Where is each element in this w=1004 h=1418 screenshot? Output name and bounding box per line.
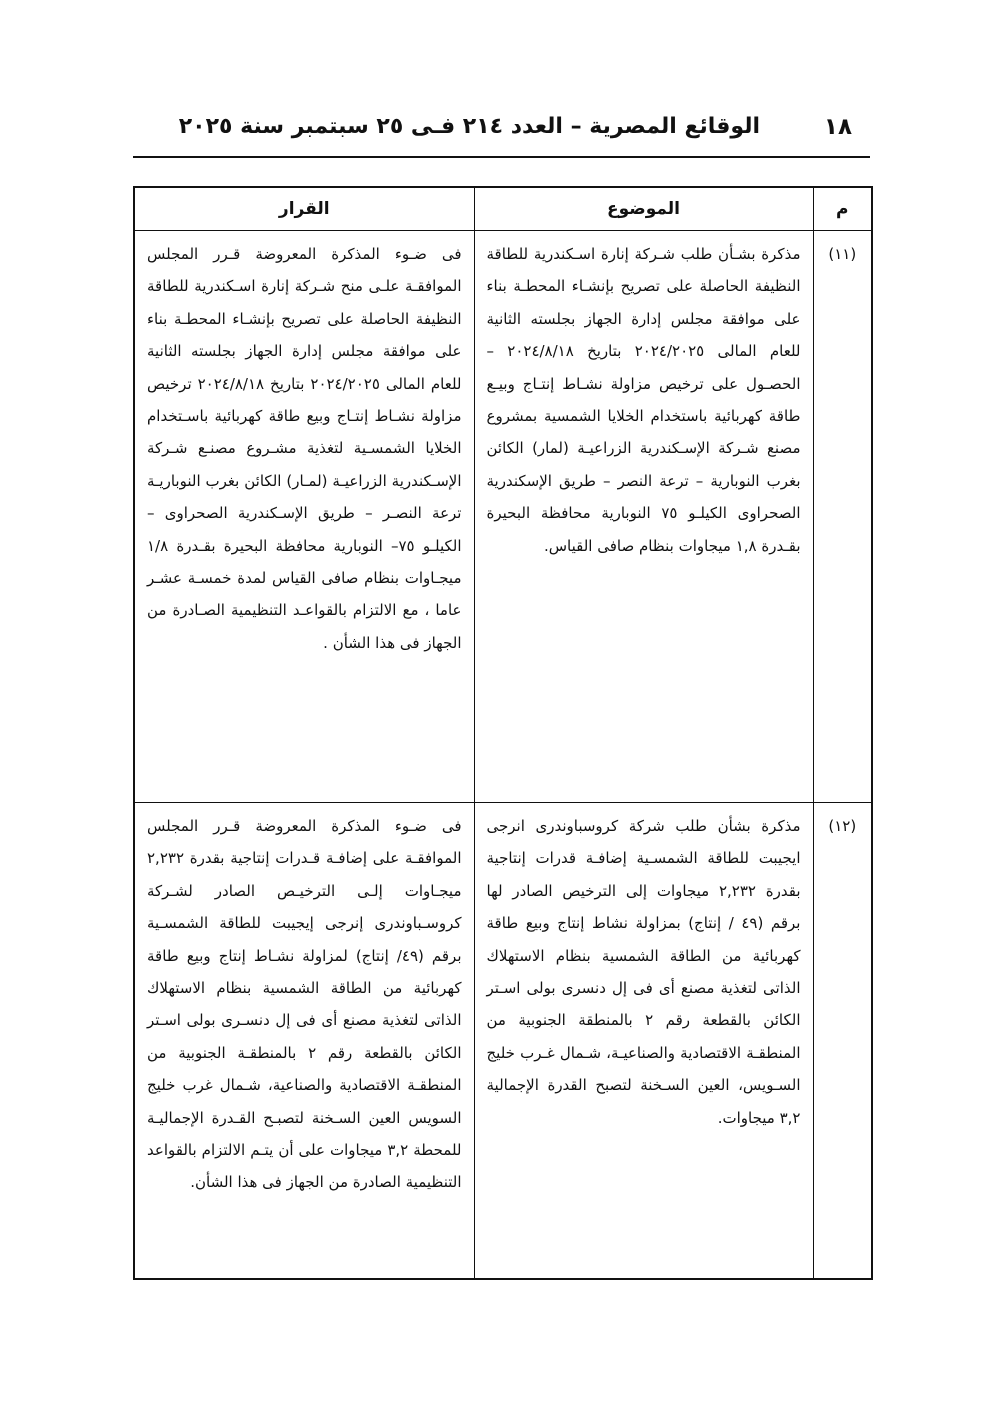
running-title: الوقائع المصرية – العدد ٢١٤ فـى ٢٥ سبتمبر سنة ٢٠٢٥	[178, 114, 760, 139]
row-number: (١١)	[813, 231, 872, 803]
table-row	[134, 803, 872, 1280]
row-decision: فى ضـوء المذكرة المعروضة قـرر المجلس الموافقـة علـى منح شـركة إنارة اسـكندرية للطاقة النظيفة الحاصلة على تصريح بإنشـاء المحطـة بناء على موافقة مجلس إدارة الجهاز بجلسته الثانية للعام المالى ٢٠٢٤/٢٠٢٥ بتاريخ ٢٠٢٤/٨/١٨ ترخيص مزاولة نشـاط إنتـاج وبيع طاقة كهربائية باسـتخدام الخلايا الشمسـية لتغذية مشـروع مصنـع شـركة الإسـكندرية الزراعيـة (لمـار) الكائن بغرب النوباريـة ترعة النصـر – طريق الإسـكندرية الصحراوى – الكيلـو ٧٥– النوبارية محافظة البحيرة بقـدرة ١/٨ ميجـاوات بنظام صافى القياس لمدة خمسـة عشـر عاما ، مع الالتزام بالقواعـد التنظيمية الصـادرة من الجهاز فى هذا الشأن .	[134, 231, 474, 803]
column-header-decision: القرار	[134, 187, 474, 231]
column-header-number: م	[813, 187, 872, 231]
column-header-subject: الموضوع	[474, 187, 813, 231]
page-header	[133, 112, 870, 158]
row-decision: فى ضـوء المذكرة المعروضة قـرر المجلس الموافقـة على إضافـة قـدرات إنتاجية بقدرة ٢,٢٣٢ ميجـاوات إلـى الترخيـص الصادر لشـركة كروسـباوندرى إنرجى إيجيبت للطاقة الشمسـية برقم (٤٩/ إنتاج) لمزاولة نشـاط إنتاج وبيع طاقة كهربائية من الطاقة الشمسية بنظام الاستهلاك الذاتى لتغذية مصنع أى فى إل دنسـرى بولى اسـتر الكائن بالقطعة رقم ٢ بالمنطقـة الجنوبية من المنطقـة الاقتصادية والصناعية، شـمال غرب خليج السويس العين السـخنة لتصبـح القـدرة الإجماليـة للمحطة ٣,٢ ميجاوات على أن يتـم الالتزام بالقواعد التنظيمية الصادرة من الجهاز فى هذا الشأن.	[134, 803, 474, 1280]
table-row	[134, 231, 872, 803]
row-number: (١٢)	[813, 803, 872, 1280]
page-number: ١٨	[823, 114, 852, 140]
row-subject: مذكرة بشأن طلب شركة كروسباوندرى انرجى ايجيبت للطاقة الشمسـية إضافـة قدرات إنتاجية بقدرة ٢,٢٣٢ ميجاوات إلى الترخيص الصادر لها برقم (٤٩ / إنتاج) بمزاولة نشاط إنتاج وبيع طاقة كهربائية من الطاقة الشمسية بنظام الاستهلاك الذاتى لتغذية مصنع أى فى إل دنسرى بولى اسـتر الكائن بالقطعة رقم ٢ بالمنطقة الجنوبية من المنطقـة الاقتصادية والصناعيـة، شـمال غـرب خليج السـويس، العين السـخنة لتصبح القدرة الإجمالية ٣,٢ ميجاوات.	[474, 803, 813, 1280]
decisions-table	[133, 186, 873, 1280]
table-header-row	[134, 187, 872, 231]
row-subject: مذكرة بشـأن طلب شـركة إنارة اسـكندرية للطاقة النظيفة الحاصلة على تصريح بإنشـاء المحطـة بناء على موافقة مجلس إدارة الجهاز بجلسته الثانية للعام المالى ٢٠٢٤/٢٠٢٥ بتاريخ ٢٠٢٤/٨/١٨ – الحصـول على ترخيص مزاولة نشـاط إنتـاج وبيـع طاقة كهربائية باستخدام الخلايا الشمسية بمشروع مصنع شـركة الإسـكندرية الزراعيـة (لمار) الكائن بغرب النوبارية – ترعة النصر – طريق الإسكندرية الصحراوى الكيلـو ٧٥ النوبارية محافظة البحيرة بقـدرة ١,٨ ميجاوات بنظام صافى القياس.	[474, 231, 813, 803]
